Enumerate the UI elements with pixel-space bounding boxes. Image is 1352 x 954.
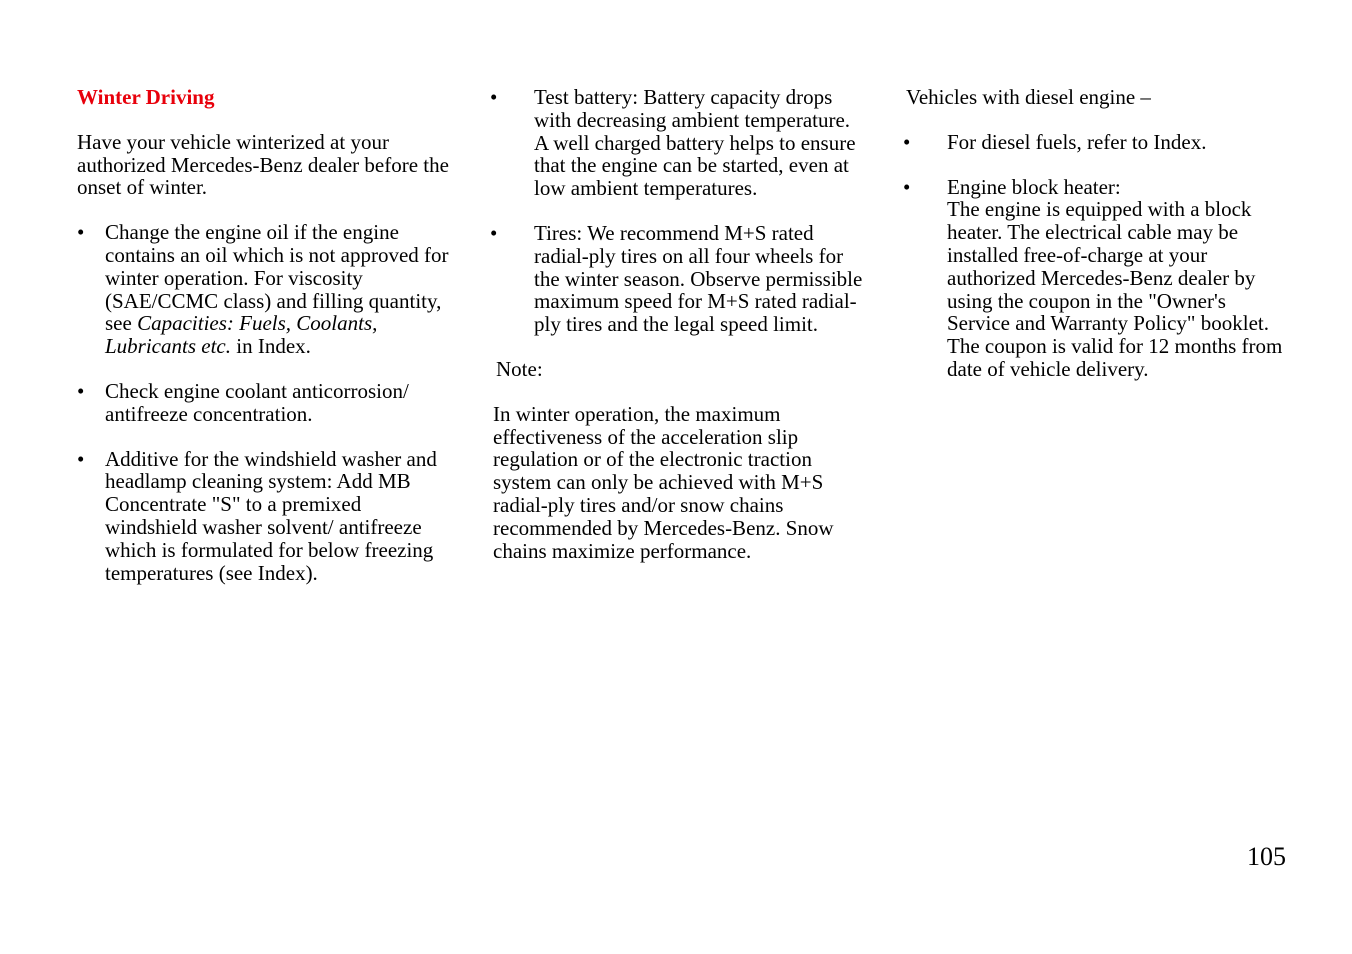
list-item-engine-oil <box>77 221 449 358</box>
diesel-lead: Vehicles with diesel engine – <box>906 85 1151 109</box>
list-item-text: Tires: We recommend M+S rated radial-ply tires on all four wheels for the winter season. Observe permissible maximum speed for M+S rated radial-ply tires and the legal speed limit. <box>534 220 863 337</box>
list-item-text-end: in Index. <box>231 334 311 359</box>
bullet-icon: • <box>77 446 85 471</box>
list-item-text: Change the engine oil if the engine contains an oil which is not approved for winter operation. For viscosity (SAE/CCMC class) and filling quantity, see <box>105 220 449 336</box>
bullet-icon: • <box>77 220 85 245</box>
bullet-icon: • <box>903 129 911 154</box>
bullet-icon: • <box>77 378 85 403</box>
list-item-coolant <box>77 380 449 426</box>
list-item-title: Engine block heater: <box>947 174 1121 199</box>
column-right <box>903 86 1283 403</box>
list-item-text: Check engine coolant anticorrosion/ antifreeze concentration. <box>105 378 409 426</box>
list-item-diesel-fuels <box>903 131 1283 154</box>
list-item-text: Test battery: Battery capacity drops with decreasing ambient temperature. A well charged battery helps to ensure that the engine can be started, even at low ambient temperatures. <box>534 85 856 201</box>
bullet-icon: • <box>490 220 498 245</box>
list-item-text: The engine is equipped with a block heater. The electrical cable may be installed free-of-charge at your authorized Mercedes-Benz dealer by using the coupon in the "Owner's Service and Warranty Policy" booklet. The coupon is valid for 12 months from date of vehicle delivery. <box>947 197 1283 381</box>
list-item-block-heater <box>903 176 1283 381</box>
list-item-text: Additive for the windshield washer and headlamp cleaning system: Add MB Concentrate "S" to a premixed windshield washer solvent/ antifreeze which is formulated for below freezing temperatures (see Index). <box>105 446 437 585</box>
list-item-text: For diesel fuels, refer to Index. <box>947 129 1207 154</box>
note-label: Note: <box>496 356 543 381</box>
capacities-reference: Capacities: Fuels, Coolants, Lubricants etc. <box>105 311 378 359</box>
column-left <box>77 86 449 606</box>
bullet-icon: • <box>903 174 911 199</box>
list-item-battery <box>490 86 865 200</box>
list-item-tires <box>490 222 865 336</box>
intro-paragraph: Have your vehicle winterized at your authorized Mercedes-Benz dealer before the onset of winter. <box>77 129 449 200</box>
list-item-washer-additive <box>77 448 449 585</box>
page-number: 105 <box>1247 842 1286 871</box>
bullet-icon: • <box>490 85 498 109</box>
column-middle <box>490 86 865 584</box>
section-heading: Winter Driving <box>77 85 215 109</box>
note-text: In winter operation, the maximum effectiveness of the acceleration slip regulation or of the electronic traction system can only be achieved with M+S radial-ply tires and/or snow chains recommended by Mercedes-Benz. Snow chains maximize performance. <box>493 401 834 563</box>
